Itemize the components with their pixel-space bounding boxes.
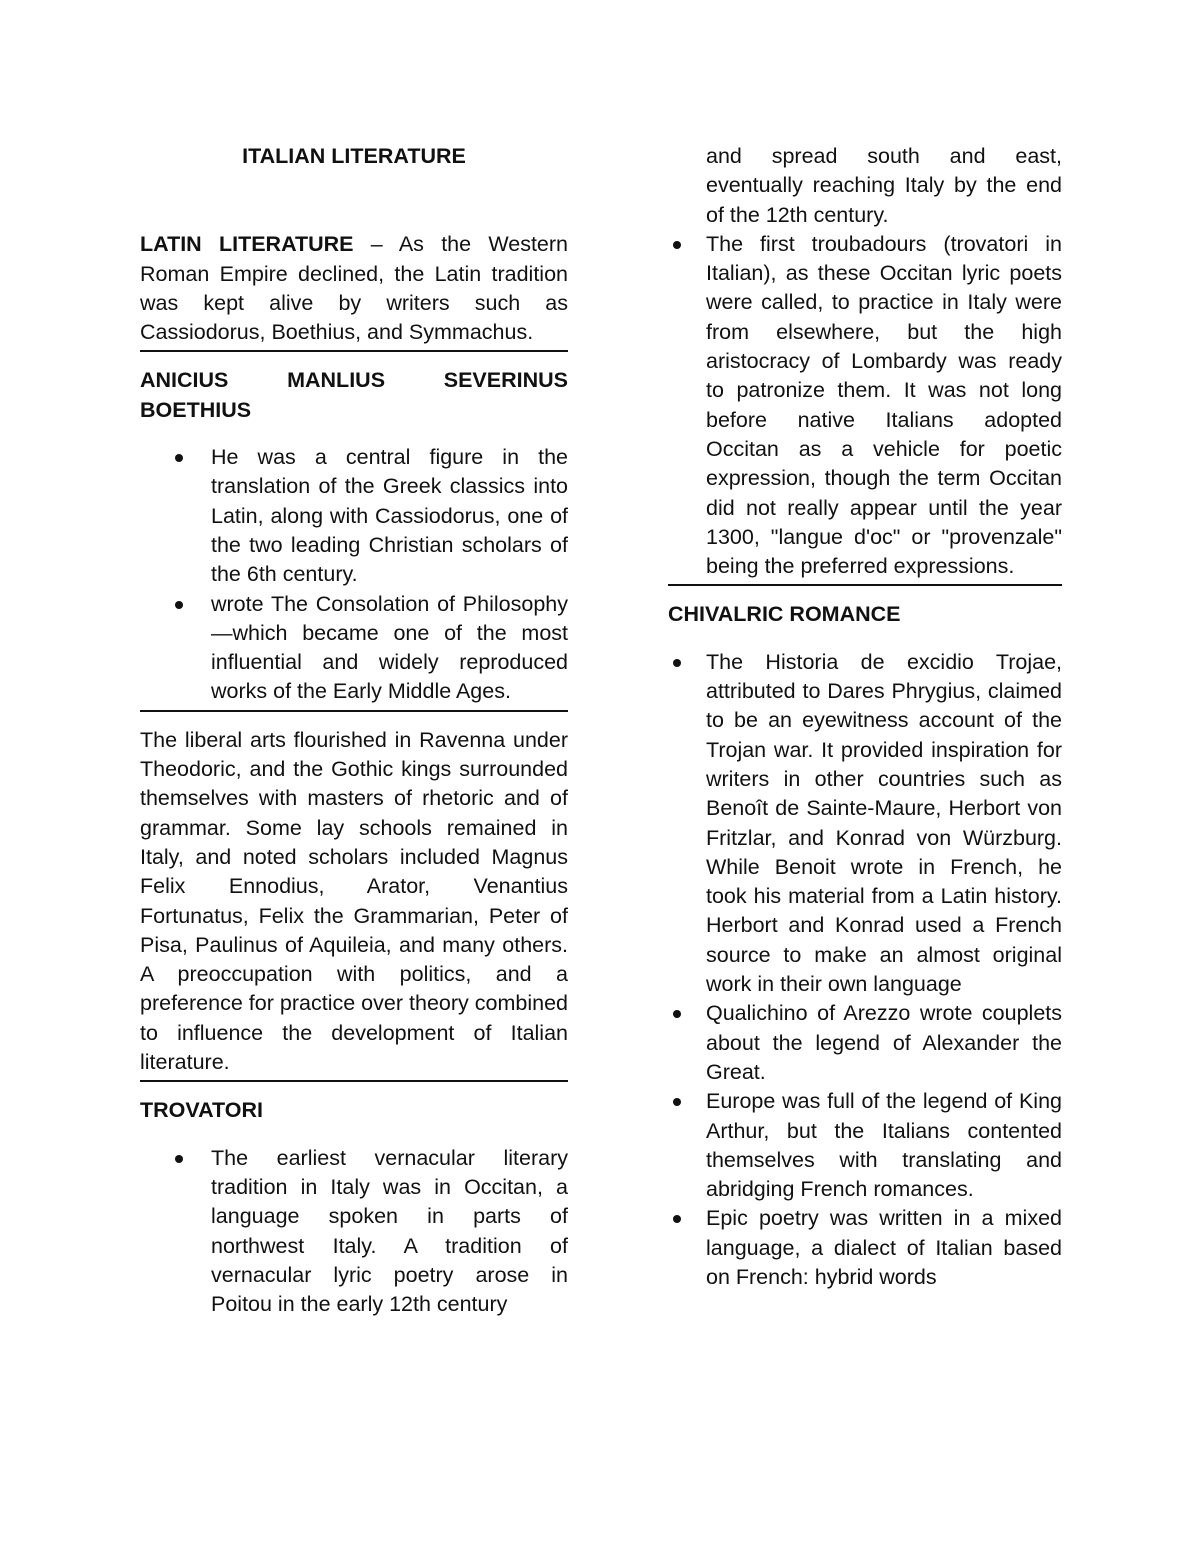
chivalric-romance-heading: CHIVALRIC ROMANCE [668,602,901,627]
trovatori-list-continued [668,230,1062,582]
bullet-icon [175,601,183,609]
list-item [668,1204,1062,1292]
section-divider [140,710,568,712]
trovatori-item-continuation: and spread south and east, eventually reaching Italy by the end of the 12th century. [706,144,1062,227]
trovatori-list [140,1144,568,1320]
latin-literature-paragraph [140,230,568,347]
list-item-text: The first troubadours (trovatori in Italian), as these Occitan lyric poets were called, to practice in Italy were from elsewhere, but the high aristocracy of Lombardy was ready to patronize them. It was not long before native Italians adopted Occitan as a vehicle for poetic expression, though the term Occitan did not really appear until the year 1300, "langue d'oc" or "provenzale" being the preferred expressions. [706,231,1062,579]
trovatori-heading: TROVATORI [140,1098,264,1123]
list-item-text: Epic poetry was written in a mixed language, a dialect of Italian based on French: hybrid words [706,1206,1062,1289]
list-item [668,648,1062,1000]
left-column [140,142,568,1319]
boethius-heading: ANICIUS MANLIUS SEVERINUS BOETHIUS [140,368,568,422]
list-item [668,999,1062,1087]
bullet-icon [673,659,681,667]
chivalric-romance-list [668,648,1062,1293]
list-item-text: The earliest vernacular literary tradition in Italy was in Occitan, a language spoken in parts of northwest Italy. A tradition of vernacular lyric poetry arose in Poitou in the early 12th century [211,1145,568,1317]
latin-literature-dash: – [353,232,399,257]
list-item-text: The Historia de excidio Trojae, attributed to Dares Phrygius, claimed to be an eyewitness account of the Trojan war. It provided inspiration for writers in other countries such as Benoît de Sainte-Maure, Herbort von Fritzlar, and Konrad von Würzburg. While Benoit wrote in French, he took his material from a Latin history. Herbort and Konrad used a French source to make an almost original work in their own language [706,649,1062,997]
bullet-icon [175,454,183,462]
list-item-text: Qualichino of Arezzo wrote couplets about the legend of Alexander the Great. [706,1001,1062,1084]
liberal-arts-paragraph: The liberal arts flourished in Ravenna under Theodoric, and the Gothic kings surrounded themselves with masters of rhetoric and of grammar. Some lay schools remained in Italy, and noted scholars included Magnus Felix Ennodius, Arator, Venantius Fortunatus, Felix the Grammarian, Peter of Pisa, Paulinus of Aquileia, and many others. A preoccupation with politics, and a preference for practice over theory combined to influence the development of Italian literature. [140,727,568,1075]
bullet-icon [175,1155,183,1163]
section-divider [140,350,568,352]
list-item [668,1087,1062,1204]
section-divider [668,584,1062,586]
latin-literature-text: As the Western Roman Empire declined, the Latin tradition was kept alive by writers such as Cassiodorus, Boethius, and Symmachus. [140,232,569,345]
latin-literature-heading: LATIN LITERATURE [140,232,354,257]
list-item-text: He was a central figure in the translation of the Greek classics into Latin, along with Cassiodorus, one of the two leading Christian scholars of the 6th century. [211,445,568,587]
right-column [668,142,1062,1292]
bullet-icon [673,1098,681,1106]
bullet-icon [673,1215,681,1223]
bullet-icon [673,241,681,249]
document-title: ITALIAN LITERATURE [242,144,466,168]
list-item [668,230,1062,582]
list-item-text: Europe was full of the legend of King Arthur, but the Italians contented themselves with translating and abridging French romances. [706,1089,1062,1202]
bullet-icon [673,1010,681,1018]
list-item-text: wrote The Consolation of Philosophy—which became one of the most influential and widely reproduced works of the Early Middle Ages. [211,591,568,704]
section-divider [140,1080,568,1082]
boethius-list [140,443,568,707]
list-item [140,1144,568,1320]
list-item [140,590,568,707]
list-item [140,443,568,589]
